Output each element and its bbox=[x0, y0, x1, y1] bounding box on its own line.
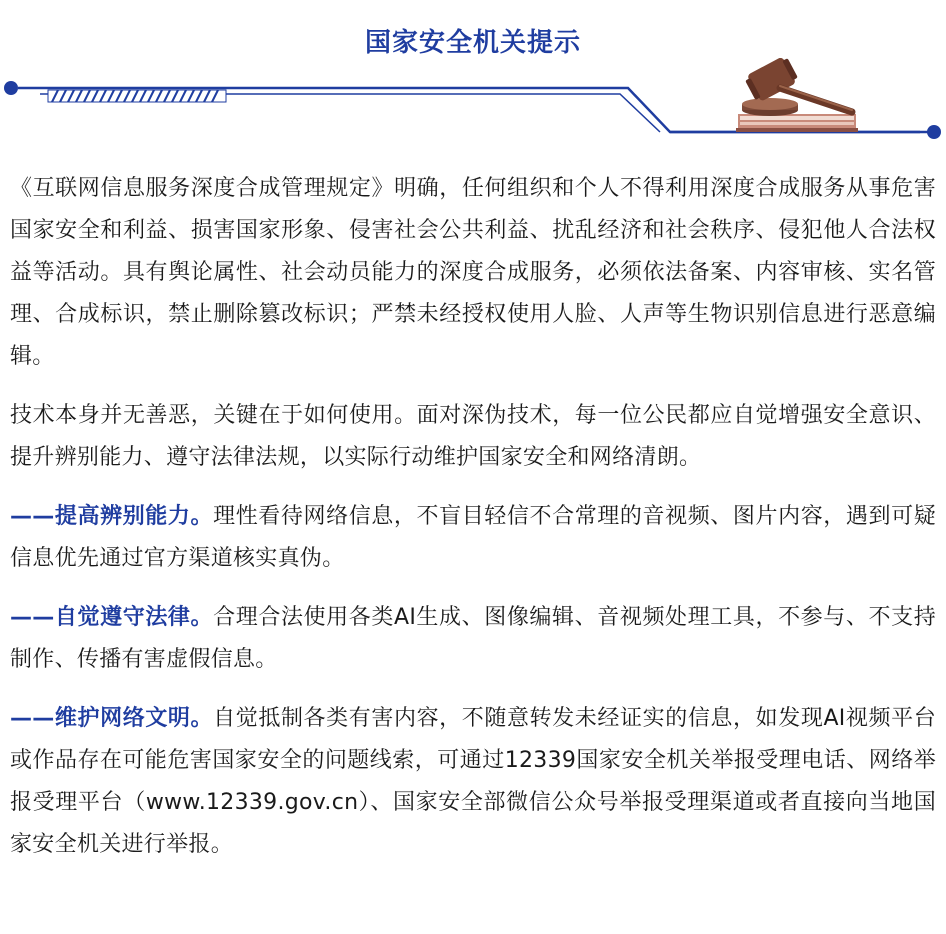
paragraph-regulation: 《互联网信息服务深度合成管理规定》明确，任何组织和个人不得利用深度合成服务从事危害国家安全和利益、损害国家形象、侵害社会公共利益、扰乱经济和社会秩序、侵犯他人合法权益等活动。具有舆论属性、社会动员能力的深度合成服务，必须依法备案、内容审核、实名管理、合成标识，禁止删除篡改标识；严禁未经授权使用人脸、人声等生物识别信息进行恶意编辑。 bbox=[10, 176, 936, 369]
divider-left-dot bbox=[4, 81, 18, 95]
page-title: 国家安全机关提示 bbox=[364, 28, 581, 58]
point-heading-civility: ——维护网络文明。 bbox=[10, 706, 214, 731]
paragraph-technology: 技术本身并无善恶，关键在于如何使用。面对深伪技术，每一位公民都应自觉增强安全意识、提升辨别能力、遵守法律法规，以实际行动维护国家安全和网络清朗。 bbox=[10, 403, 936, 470]
point-heading-law: ——自觉遵守法律。 bbox=[10, 605, 214, 630]
header-divider bbox=[0, 58, 946, 148]
point-body-law: 合理合法使用各类AI生成、图像编辑、音视频处理工具，不参与、不支持制作、传播有害虚假信息。 bbox=[10, 605, 936, 672]
article-body bbox=[10, 168, 936, 883]
divider-hatch bbox=[48, 90, 226, 102]
point-body-discernment: 理性看待网络信息，不盲目轻信不合常理的音视频、图片内容，遇到可疑信息优先通过官方渠道核实真伪。 bbox=[10, 504, 937, 571]
point-body-civility: 自觉抵制各类有害内容，不随意转发未经证实的信息，如发现AI视频平台或作品存在可能危害国家安全的问题线索，可通过12339国家安全机关举报受理电话、网络举报受理平台（www.12339.gov.cn）、国家安全部微信公众号举报受理渠道或者直接向当地国家安全机关进行举报。 bbox=[10, 706, 936, 857]
point-heading-discernment: ——提高辨别能力。 bbox=[10, 504, 214, 529]
paragraph-improve-discernment bbox=[10, 496, 936, 580]
paragraph-obey-law bbox=[10, 597, 936, 681]
divider-right-dot bbox=[927, 125, 941, 139]
paragraph-online-civility bbox=[10, 698, 936, 866]
gavel-icon bbox=[736, 58, 858, 132]
